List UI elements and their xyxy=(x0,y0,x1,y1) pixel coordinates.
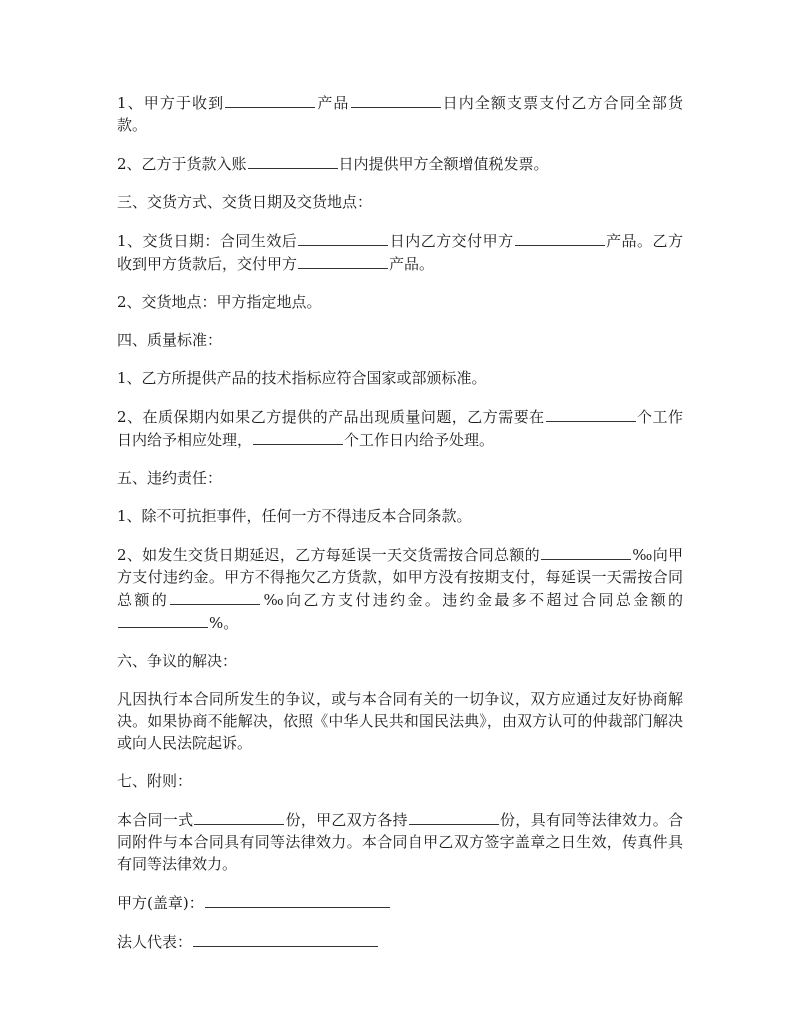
blank-line xyxy=(194,808,284,825)
blank-line xyxy=(248,152,338,169)
blank-line xyxy=(541,543,631,560)
signature-legal-rep xyxy=(117,930,683,953)
blank-line xyxy=(298,229,388,246)
delivery-clause-2: 2、交货地点：甲方指定地点。 xyxy=(117,293,322,311)
signature-party-a xyxy=(117,891,683,914)
blank-line xyxy=(515,229,605,246)
signature-label: 法人代表： xyxy=(117,933,193,951)
blank-line xyxy=(170,588,260,605)
text-segment: 2、如发生交货日期延迟，乙方每延误一天交货需按合同总额的 xyxy=(117,546,540,564)
text-segment: 1、甲方于收到 xyxy=(117,94,225,112)
text-segment: %。 xyxy=(209,614,239,632)
text-segment: 份，甲乙双方各持 xyxy=(285,811,408,829)
section-heading-delivery: 三、交货方式、交货日期及交货地点： xyxy=(117,193,373,211)
text-segment: 2、乙方于货款入账 xyxy=(117,155,247,173)
delivery-clause-1 xyxy=(117,229,683,275)
liability-clause-1: 1、除不可抗拒事件，任何一方不得违反本合同条款。 xyxy=(117,507,472,525)
section-heading-dispute: 六、争议的解决： xyxy=(117,652,238,670)
contract-document xyxy=(117,91,683,969)
text-segment: 日内提供甲方全额增值税发票。 xyxy=(338,155,549,173)
text-segment: ‰向甲方支付违约金。甲方不得拖欠乙方货款，如甲方没有按期支付，每延误一天需按合同总额的 xyxy=(117,546,683,609)
blank-line xyxy=(225,91,315,108)
section-heading-quality: 四、质量标准： xyxy=(117,331,223,349)
signature-label: 甲方(盖章)： xyxy=(117,894,204,912)
text-segment: 本合同一式 xyxy=(117,811,194,829)
payment-clause-2 xyxy=(117,152,683,175)
blank-line xyxy=(546,405,636,422)
signature-line xyxy=(193,930,378,947)
blank-line xyxy=(118,611,208,628)
section-heading-supplementary: 七、附则： xyxy=(117,772,193,790)
text-segment: 产品。 xyxy=(389,255,435,273)
text-segment: 产品 xyxy=(316,94,350,112)
payment-clause-1 xyxy=(117,91,683,136)
text-segment: ‰向乙方支付违约金。违约金最多不超过合同总金额的 xyxy=(261,591,683,609)
text-segment: 日内全额支票支付乙方合同全部货款。 xyxy=(117,94,683,134)
text-segment: 日内乙方交付甲方 xyxy=(389,232,514,250)
supplementary-clause xyxy=(117,808,683,875)
liability-clause-2 xyxy=(117,543,683,634)
text-segment: 1、交货日期：合同生效后 xyxy=(117,232,298,250)
dispute-clause: 凡因执行本合同所发生的争议，或与本合同有关的一切争议，双方应通过友好协商解决。如果协商不能解决，依照《中华人民共和国民法典》，由双方认可的仲裁部门解决或向人民法院起诉。 xyxy=(117,690,683,752)
quality-clause-2 xyxy=(117,405,683,451)
blank-line xyxy=(409,808,499,825)
text-segment: 个工作日内给予相应处理， xyxy=(117,408,683,449)
quality-clause-1: 1、乙方所提供产品的技术指标应符合国家或部颁标准。 xyxy=(117,369,487,387)
signature-line xyxy=(205,891,390,908)
text-segment: 2、在质保期内如果乙方提供的产品出现质量问题，乙方需要在 xyxy=(117,408,545,426)
blank-line xyxy=(351,91,441,108)
blank-line xyxy=(253,428,343,445)
text-segment: 产品。乙方收到甲方货款后，交付甲方 xyxy=(117,232,683,273)
blank-line xyxy=(298,252,388,269)
text-segment: 份，具有同等法律效力。合同附件与本合同具有同等法律效力。本合同自甲乙双方签字盖章之日生效，传真件具有同等法律效力。 xyxy=(117,811,683,873)
section-heading-liability: 五、违约责任： xyxy=(117,469,223,487)
text-segment: 个工作日内给予处理。 xyxy=(344,431,495,449)
